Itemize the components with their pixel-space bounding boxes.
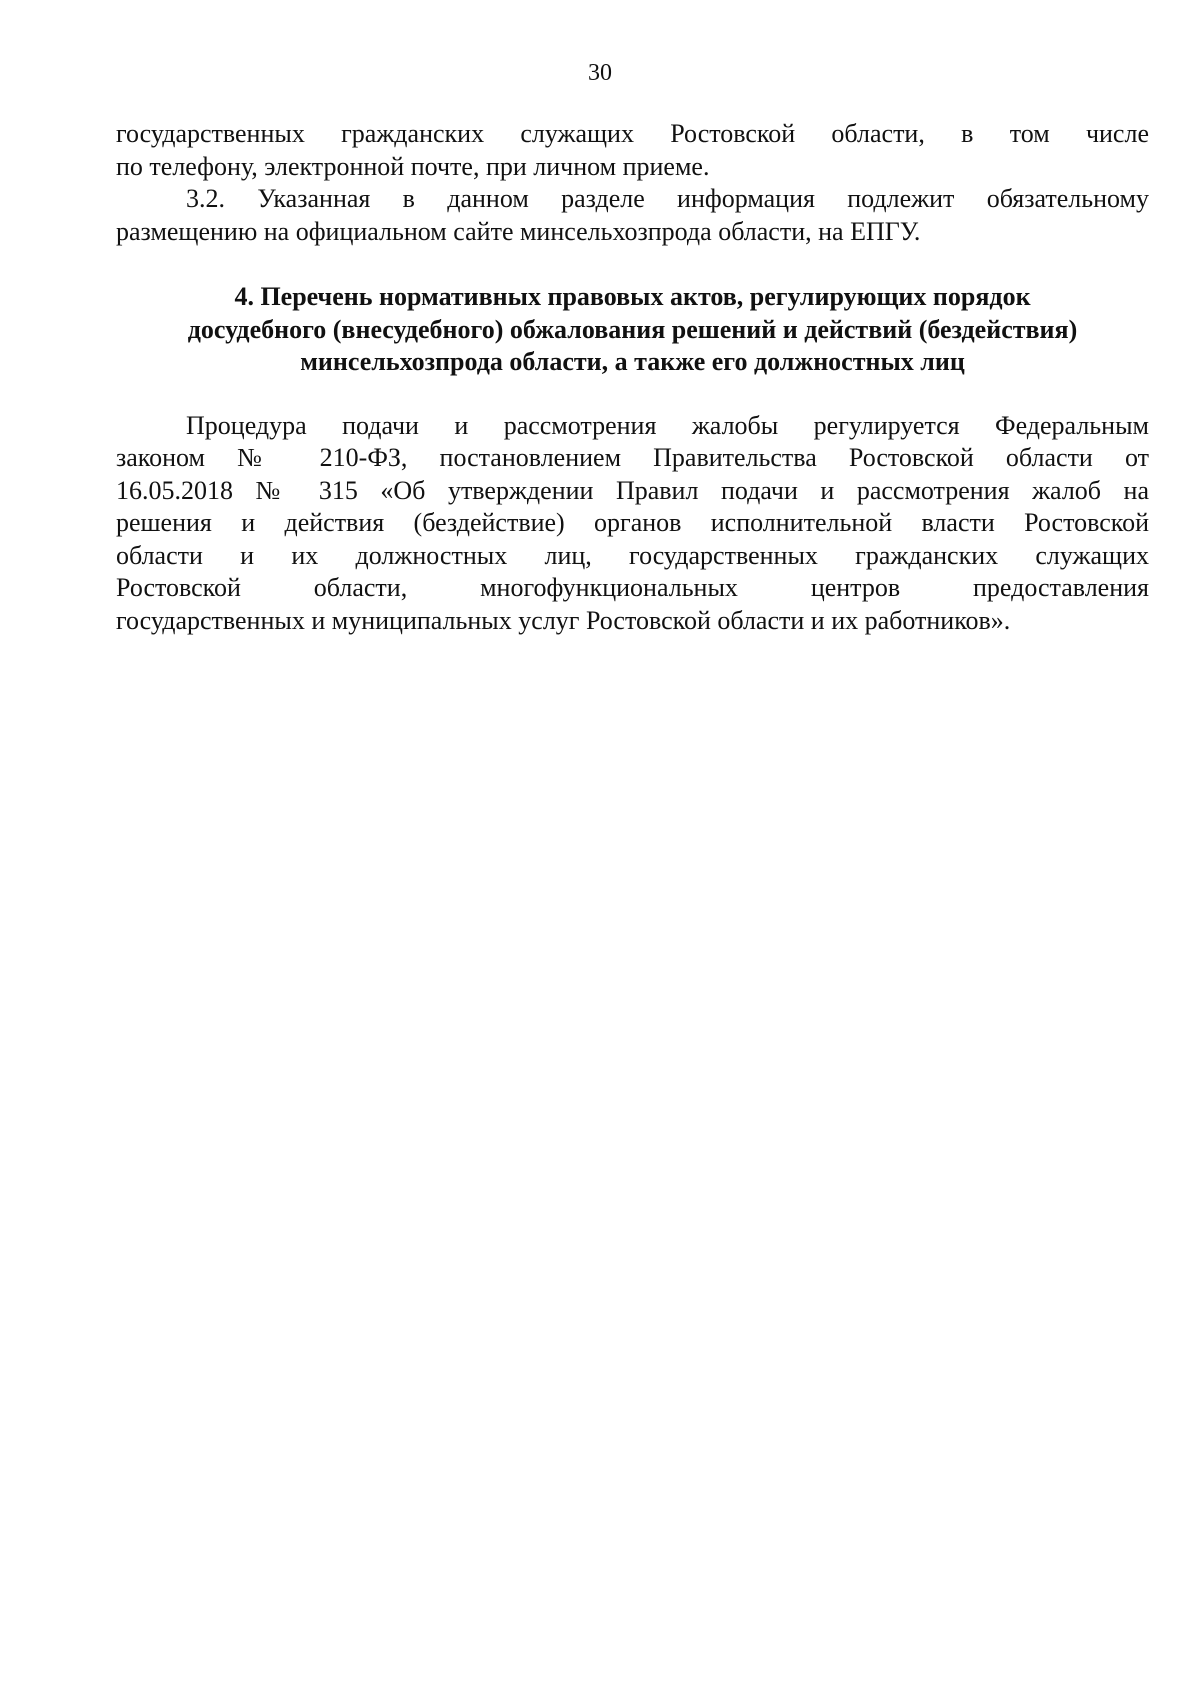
text-line: Процедура подачи и рассмотрения жалобы регулируется Федеральным [186,410,1149,440]
text-line: по телефону, электронной почте, при личном приеме. [116,151,710,181]
text-line: решения и действия (бездействие) органов исполнительной власти Ростовской [116,508,1149,537]
text-line: государственных и муниципальных услуг Ростовской области и их работников». [116,605,1011,635]
text-line: государственных гражданских служащих Ростовской области, в том числе [116,119,1149,148]
section-4-heading [116,281,1149,379]
heading-line: 4. Перечень нормативных правовых актов, регулирующих порядок [234,282,1031,311]
heading-line: минсельхозпрода области, а также его должностных лиц [300,347,965,376]
paragraph-3-2 [116,183,1149,248]
text-line: 16.05.2018 № 315 «Об утверждении Правил подачи и рассмотрения жалоб на [116,475,1149,505]
text-line: области и их должностных лиц, государственных гражданских служащих [116,540,1149,570]
text-line: Ростовской области, многофункциональных центров предоставления [116,573,1149,602]
paragraph-complaint-procedure [116,410,1149,638]
paragraph-continuation [116,118,1149,183]
text-line: 3.2. Указанная в данном разделе информация подлежит обязательному [186,184,1149,213]
text-line: законом № 210-ФЗ, постановлением Правительства Ростовской области от [116,443,1149,472]
page-number: 30 [588,60,612,86]
document-body [116,118,1149,637]
text-line: размещению на официальном сайте минсельхозпрода области, на ЕПГУ. [116,216,921,246]
heading-line: досудебного (внесудебного) обжалования решений и действий (бездействия) [187,314,1078,344]
